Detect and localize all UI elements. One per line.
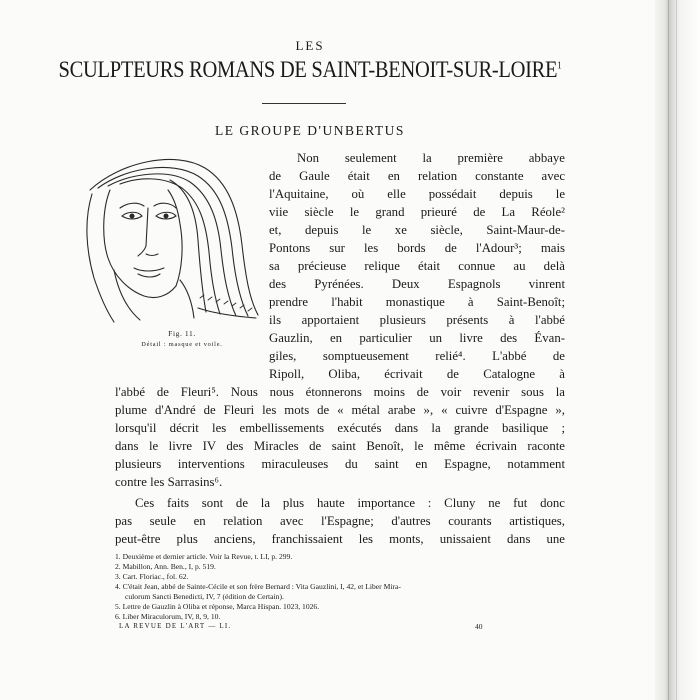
text-line: plume d'André de Fleuri les mots de « métal arabe », « cuivre d'Espagne », <box>115 403 565 417</box>
text-line: prendre l'habit monastique à Saint-Benoît; <box>269 295 565 309</box>
footnote: 6. Liber Miraculorum, IV, 8, 9, 10. <box>115 612 221 621</box>
text-line: lorsqu'il décrit les embellissements exécutés dans la grande basilique ; <box>115 421 565 435</box>
text-line: Pontons sur les bords de l'Adour³; mais <box>269 241 565 255</box>
article-title-text: SCULPTEURS ROMANS DE SAINT-BENOIT-SUR-LOIRE <box>58 58 558 83</box>
figure-number: Fig. 11. <box>168 329 196 338</box>
text-line: Ces faits sont de la plus haute importance : Cluny ne fut donc <box>135 496 565 510</box>
text-line: giles, somptueusement relié⁴. L'abbé de <box>269 349 565 363</box>
text-line: et, depuis le xe siècle, Saint-Maur-de- <box>269 223 565 237</box>
text-line: sa précieuse relique était connue au delà <box>269 259 565 273</box>
text-line: contre les Sarrasins⁶. <box>115 475 223 489</box>
text-line: Non seulement la première abbaye <box>297 151 565 165</box>
section-heading: LE GROUPE D'UNBERTUS <box>215 123 405 138</box>
signature-number: 40 <box>475 622 483 631</box>
footnote: 1. Deuxième et dernier article. Voir la Revue, t. LI, p. 299. <box>115 552 293 561</box>
text-line: l'abbé de Fleuri⁵. Nous nous étonnerons moins de voir revenir sous la <box>115 385 565 399</box>
title-footnote-mark: 1 <box>557 59 562 71</box>
book-gutter <box>655 0 700 700</box>
gutter-edge-line <box>676 0 677 700</box>
footnote: culorum Sancti Benedicti, IV, 7 (édition de Certain). <box>125 592 284 601</box>
text-line: plusieurs interventions miraculeuses du saint en Espagne, notamment <box>115 457 565 471</box>
text-line: des Pyrénées. Deux Espagnols vinrent <box>269 277 565 291</box>
footnote: 5. Lettre de Gauzlin à Oliba et réponse, Marca Hispan. 1023, 1026. <box>115 602 320 611</box>
text-line: l'Aquitaine, où elle possédait depuis le <box>269 187 565 201</box>
footnote: 4. C'était Jean, abbé de Sainte-Cécile et son frère Bernard : Vita Gauzlini, I, 42, et Liber Mira- <box>115 582 401 591</box>
series-title: LES <box>295 38 325 53</box>
running-footer-title: LA REVUE DE L'ART — LI. <box>119 622 232 630</box>
footnote: 3. Cart. Floriac., fol. 62. <box>115 572 189 581</box>
footnote: 2. Mabillon, Ann. Ben., I, p. 519. <box>115 562 216 571</box>
text-line: Ripoll, Oliba, écrivait de Catalogne à <box>269 367 565 381</box>
figure-description: Détail : masque et voile. <box>141 341 223 348</box>
text-line: Gauzlin, en particulier un livre des Évan- <box>269 331 565 345</box>
text-line: pas seule en relation avec l'Espagne; d'autres courants artistiques, <box>115 514 565 528</box>
text-line: viie siècle le grand prieuré de La Réole² <box>269 205 565 219</box>
text-line: ils apportaient plusieurs présents à l'abbé <box>269 313 565 327</box>
text-line: dans le livre IV des Miracles de saint Benoît, le même écrivain raconte <box>115 439 565 453</box>
sculpture-figure-illustration <box>80 150 265 328</box>
text-line: de Gaule était en relation constante avec <box>269 169 565 183</box>
article-title <box>0 58 620 84</box>
title-divider <box>262 103 346 104</box>
figure-caption <box>96 328 268 350</box>
gutter-edge-line <box>668 0 669 700</box>
text-line: peut-être plus anciens, franchissaient les monts, unissaient dans une <box>115 532 565 546</box>
